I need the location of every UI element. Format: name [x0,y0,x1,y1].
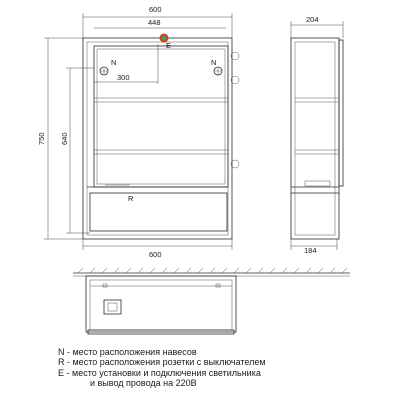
hinge-left-label: N [111,58,117,67]
mirror-doors [94,46,228,187]
dim-width-bottom: 600 [149,250,162,259]
plan-view [73,268,350,334]
cabinet-frame [83,38,232,239]
light-label: E [166,41,172,50]
hinge-right [211,58,222,75]
socket-label: R [128,194,134,203]
front-view [37,5,239,259]
legend-socket: R - место расположения розетки с выключателем [58,357,266,368]
legend-hinges: N - место расположения навесов [58,347,197,357]
hinge-left [100,58,116,75]
plan-body [86,276,236,332]
legend-light-cont: и вывод провода на 220В [90,378,197,389]
hinge-right-label: N [211,58,217,67]
bottom-drawer [90,193,227,231]
side-body [291,38,339,239]
dim-height-inner: 640 [60,132,69,145]
dim-inner-width: 448 [148,18,161,27]
plan-socket [104,300,121,314]
side-view [291,15,343,255]
dim-side-depth-top: 204 [306,15,319,24]
dim-side-depth-bottom: 184 [304,246,317,255]
dim-width-top: 600 [149,5,162,14]
dim-offset: 300 [117,73,130,82]
dim-height-total: 750 [37,132,46,145]
legend-light: E - место установки и подключения светильника [58,367,261,378]
legend [58,347,266,389]
